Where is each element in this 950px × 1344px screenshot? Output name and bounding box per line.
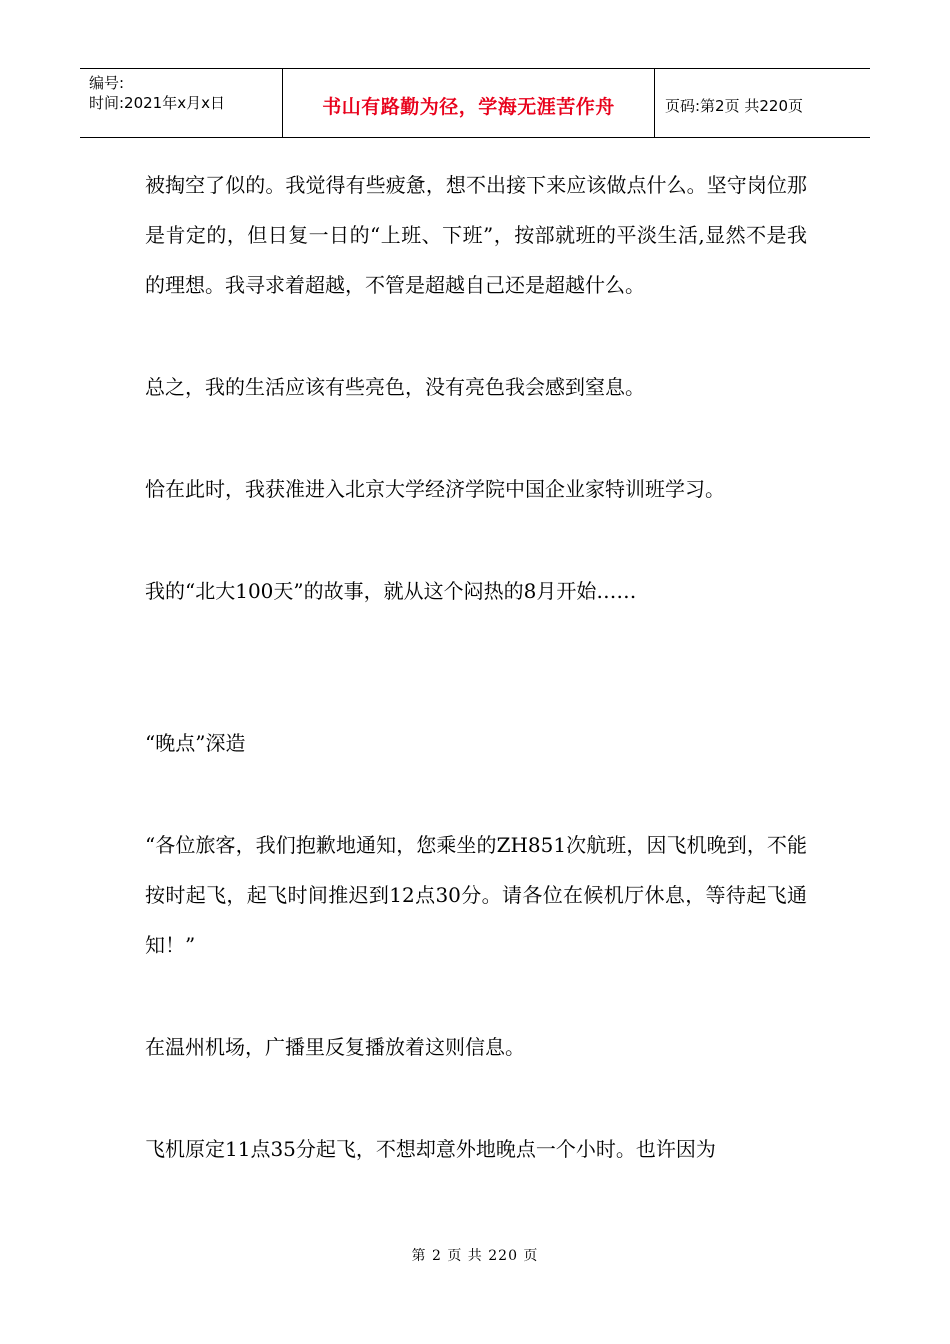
body-paragraph: 飞机原定11点35分起飞，不想却意外地晚点一个小时。也许因为 <box>145 1137 716 1161</box>
section-heading: “晚点”深造 <box>145 731 246 755</box>
page-footer: 第 2 页 共 220 页 <box>411 1248 539 1264</box>
body-paragraph: 在温州机场，广播里反复播放着这则信息。 <box>145 1035 525 1059</box>
body-paragraph: 恰在此时，我获准进入北京大学经济学院中国企业家特训班学习。 <box>145 477 725 501</box>
header-motto: 书山有路勤为径，学海无涯苦作舟 <box>322 95 615 118</box>
header-meta-cell <box>80 69 283 137</box>
page-header <box>80 68 870 138</box>
body-paragraph: 被掏空了似的。我觉得有些疲惫，想不出接下来应该做点什么。坚守岗位那是肯定的，但日复一日的“上班、下班”，按部就班的平淡生活,显然不是我的理想。我寻求着超越，不管是超越自己还是超越什么。 <box>145 173 807 297</box>
body-paragraph: 总之，我的生活应该有些亮色，没有亮色我会感到窒息。 <box>145 375 645 399</box>
document-body <box>145 160 807 1226</box>
document-number-label: 编号: <box>89 74 125 92</box>
body-paragraph: “各位旅客，我们抱歉地通知，您乘坐的ZH851次航班，因飞机晚到，不能按时起飞，起飞时间推迟到12点30分。请各位在候机厅休息，等待起飞通知！” <box>145 833 807 957</box>
header-page-info: 页码:第2页 共220页 <box>665 96 803 115</box>
body-paragraph: 我的“北大100天”的故事，就从这个闷热的8月开始…… <box>145 579 637 603</box>
header-page-cell <box>655 69 870 137</box>
header-motto-cell <box>283 69 655 137</box>
document-date-label: 时间:2021年x月x日 <box>89 94 225 112</box>
